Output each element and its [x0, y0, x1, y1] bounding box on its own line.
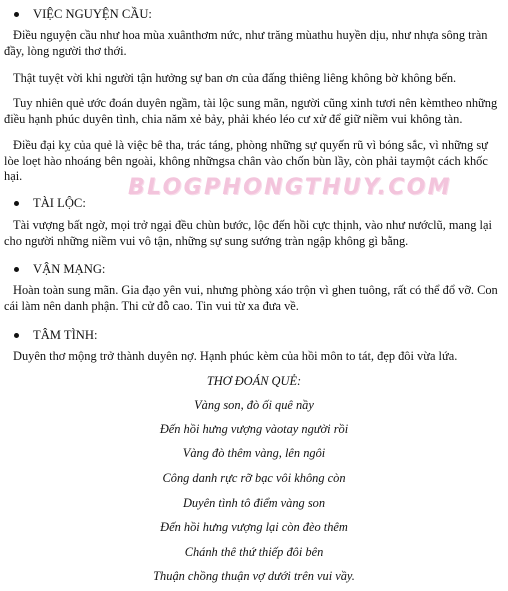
poem-line: Chánh thê thứ thiếp đôi bên [184, 545, 324, 559]
section-heading-tam-tinh [10, 327, 97, 343]
poem-line: Công danh rực rỡ bạc vôi không còn [162, 471, 346, 485]
section-heading-nguyen-cau [10, 6, 152, 22]
paragraph: Tuy nhiên quẻ ước đoán duyên ngầm, tài lộc sung mãn, người cũng xinh tươi nên kèmtheo những điều hạnh phúc duyên tình, chia năm xẻ bảy, phải khéo léo cư xử để giữ niềm vui không tàn. [4, 96, 498, 126]
paragraph: Điều nguyện cầu như hoa mùa xuânthơm nức, như trăng mùathu huyền dịu, như nhựa sông tràn đầy, lòng người thơ thới. [4, 28, 488, 58]
bullet-icon [14, 333, 19, 338]
poem-line: Duyên tình tô điểm vàng son [182, 496, 326, 510]
section-heading-text: VẬN MẠNG: [33, 262, 106, 276]
paragraph: Điều đại kỵ của quẻ là việc bê tha, trác táng, phòng những sự quyến rũ vì bóng sắc, vì những sự lòe loẹt hào nhoáng bên ngoài, không nhữngsa chân vào chốn bùn lầy, còn phải taymột cách khốc hại. [4, 138, 488, 183]
paragraph: Thật tuyệt vời khi người tận hưởng sự ban ơn của đấng thiêng liêng không bờ không bến. [13, 71, 457, 85]
poem-line: Đến hồi hưng vượng vàotay người rồi [159, 422, 349, 436]
section-heading-text: VIỆC NGUYỆN CẦU: [33, 7, 152, 21]
section-heading-text: TÂM TÌNH: [33, 328, 98, 342]
poem-line: Vàng đò thêm vàng, lên ngôi [182, 446, 326, 460]
bullet-icon [14, 12, 19, 17]
bullet-icon [14, 201, 19, 206]
paragraph: Hoàn toàn sung mãn. Gia đạo yên vui, nhưng phòng xáo trộn vì ghen tuông, rất có thể đổ vỡ. Con cái làm nên danh phận. Thi cử đỗ cao. Tin vui từ xa đưa về. [4, 283, 498, 313]
poem-line: Thuận chồng thuận vợ dưới trên vui vầy. [153, 569, 355, 583]
section-heading-van-mang [10, 261, 105, 277]
poem-line: Vàng son, đò ối quê nầy [194, 398, 314, 412]
section-heading-text: TÀI LỘC: [33, 196, 86, 210]
section-heading-tai-loc [10, 195, 86, 211]
watermark: BLOGPHONGTHUY.COM [128, 175, 452, 200]
paragraph: Tài vượng bất ngờ, mọi trở ngại đều chùn bước, lộc đến hồi cực thịnh, vào như nướclũ, mang lại cho người những niềm vui vô tận, những sự sung sướng tràn ngập không gì bằng. [4, 218, 492, 248]
bullet-icon [14, 267, 19, 272]
poem-line: Đến hồi hưng vượng lại còn đèo thêm [160, 520, 348, 534]
poem-title: THƠ ĐOÁN QUẺ: [206, 374, 302, 388]
paragraph: Duyên thơ mộng trở thành duyên nợ. Hạnh phúc kèm của hồi môn to tát, đẹp đôi vừa lứa. [13, 349, 458, 363]
